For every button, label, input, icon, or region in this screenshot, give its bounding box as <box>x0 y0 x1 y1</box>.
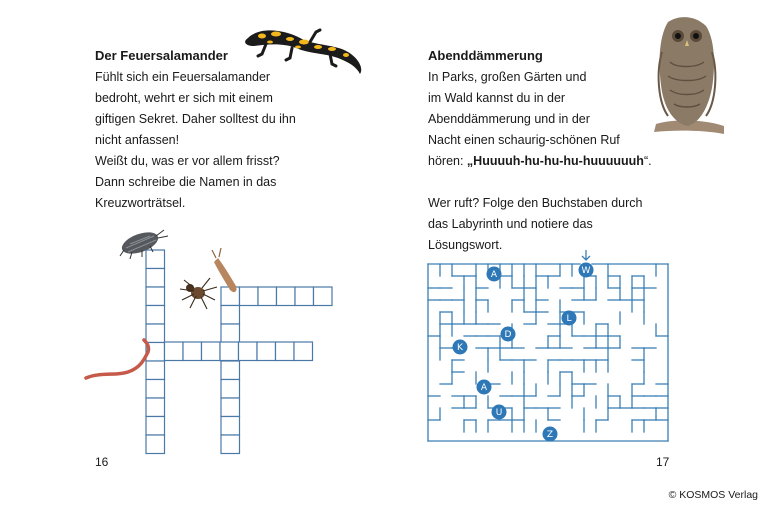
maze-letter-text: D <box>504 330 512 341</box>
left-line: bedroht, wehrt er sich mit einem <box>95 91 273 105</box>
crossword-cell <box>146 269 165 288</box>
owl-call: „Huuuuh-hu-hu-hu-huuuuuuh <box>466 154 644 168</box>
left-line: Weißt du, was er vor allem frisst? <box>95 154 280 168</box>
crossword-cell <box>221 398 240 417</box>
question-line: das Labyrinth und notiere das <box>428 217 593 231</box>
left-line: Dann schreibe die Namen in das <box>95 175 277 189</box>
earthworm-illustration <box>86 340 149 378</box>
crossword-cell <box>240 287 259 306</box>
maze-letter-w <box>579 263 594 278</box>
crossword-cell <box>146 324 165 343</box>
crossword-cell <box>146 435 165 454</box>
maze-letter-text: Z <box>546 430 554 441</box>
labyrinth-maze <box>384 0 768 512</box>
maze-letter-z <box>543 427 558 442</box>
left-title: Der Feuersalamander <box>95 48 228 63</box>
maze-letter-text: L <box>566 314 572 325</box>
right-line: Abenddämmerung und in der <box>428 112 590 126</box>
right-page <box>384 0 768 512</box>
maze-letter-text: A <box>480 383 488 394</box>
crossword-cell <box>165 342 184 361</box>
maze-letter-k <box>453 340 468 355</box>
crossword-cell <box>221 380 240 399</box>
right-line: im Wald kannst du in der <box>428 91 566 105</box>
crossword-cell <box>314 287 333 306</box>
left-line: Kreuzworträtsel. <box>95 196 186 210</box>
entry-arrow-icon <box>582 250 590 260</box>
maze-letter-d <box>501 327 516 342</box>
call-prefix: hören: <box>428 154 467 168</box>
crossword-cell <box>276 342 295 361</box>
spider-illustration <box>180 278 217 309</box>
question-line: Wer ruft? Folge den Buchstaben durch <box>428 196 643 210</box>
left-line: giftigen Sekret. Daher solltest du ihn <box>95 112 296 126</box>
crossword-cell <box>146 306 165 325</box>
maze-letter-text: U <box>495 408 503 419</box>
crossword-cell <box>257 342 276 361</box>
maze-letter-a <box>477 380 492 395</box>
call-suffix: “. <box>643 154 652 168</box>
crossword-cell <box>277 287 296 306</box>
right-line: In Parks, großen Gärten und <box>428 70 587 84</box>
crossword-cell <box>221 435 240 454</box>
left-line: nicht anfassen! <box>95 133 180 147</box>
left-line: Fühlt sich ein Feuersalamander <box>95 70 271 84</box>
maze-letter-l <box>562 311 577 326</box>
crossword-cell <box>146 287 165 306</box>
maze-letter-u <box>492 405 507 420</box>
crossword-cell <box>146 417 165 436</box>
crossword-cell <box>258 287 277 306</box>
maze-letter-a <box>487 267 502 282</box>
crossword-cell <box>146 398 165 417</box>
right-title: Abenddämmerung <box>428 48 543 63</box>
right-line: Nacht einen schaurig-schönen Ruf <box>428 133 620 147</box>
crossword-cell <box>239 342 258 361</box>
copyright-notice: © KOSMOS Verlag <box>668 489 758 501</box>
crossword-cell <box>202 342 221 361</box>
maze-letter-text: W <box>581 266 591 277</box>
question-line: Lösungswort. <box>428 238 503 252</box>
crossword-cell <box>221 361 240 380</box>
crossword-cell <box>295 287 314 306</box>
crossword-cell <box>221 324 240 343</box>
crossword-cell <box>221 417 240 436</box>
crossword-cell <box>183 342 202 361</box>
crossword-cell <box>221 306 240 325</box>
slug-illustration <box>212 248 237 292</box>
crossword-cell <box>146 380 165 399</box>
maze-letter-text: K <box>457 343 463 354</box>
crossword-cell <box>146 250 165 269</box>
crossword-cell <box>294 342 313 361</box>
maze-letter-text: A <box>490 270 498 281</box>
crossword-cell <box>146 361 165 380</box>
page-number-right: 17 <box>656 455 670 469</box>
page-number-left: 16 <box>95 455 109 469</box>
crossword-cell <box>220 342 239 361</box>
